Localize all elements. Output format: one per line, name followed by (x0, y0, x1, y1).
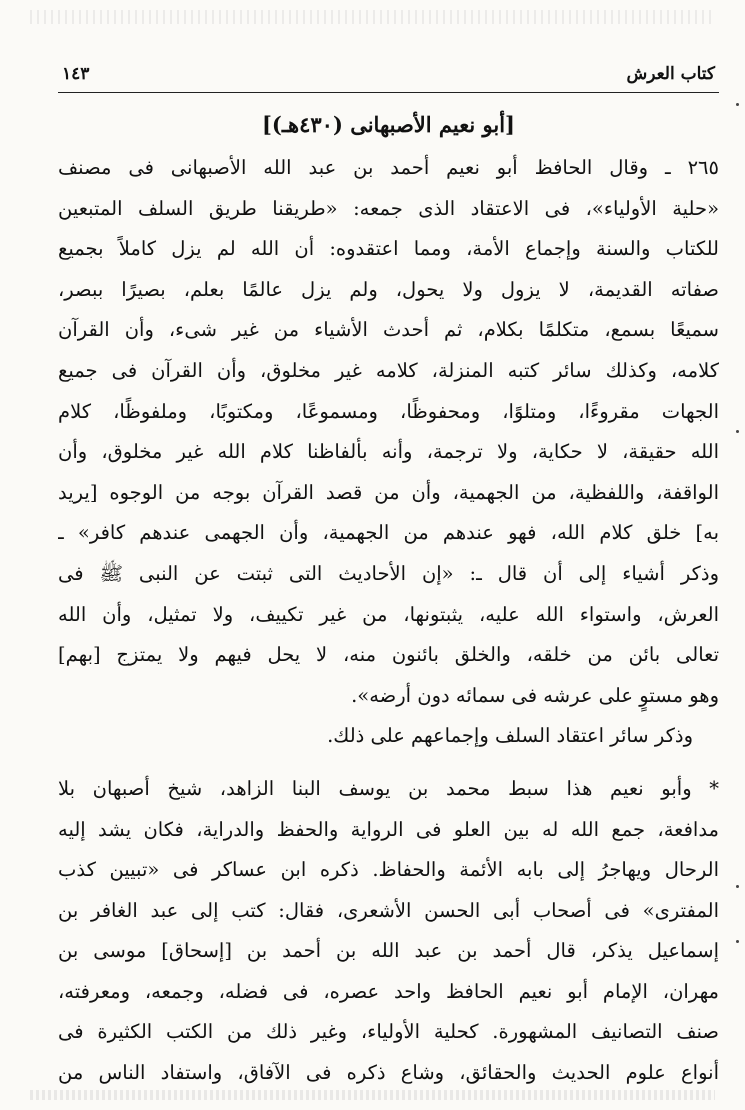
paragraph-1 (58, 148, 719, 716)
text-line: مهران، الإمام أبو نعيم الحافظ واحد عصره، فى فضله، وجمعه، ومعرفته، (58, 979, 719, 1003)
text-line: «حلية الأولياء»، فى الاعتقاد الذى جمعه: «طريقنا طريق السلف المتبعين (58, 196, 719, 220)
text-line: الله حقيقة، لا حكاية، ولا ترجمة، وأنه بألفاظنا كلام الله غير مخلوق، وأن (58, 440, 719, 464)
text-body (58, 148, 719, 1094)
text-line: إسماعيل يذكر، قال أحمد بن عبد الله بن أحمد بن [إسحاق] موسى بن (58, 939, 719, 963)
text-line: الرحال ويهاجرُ إلى بابه الأئمة والحفاظ. ذكره ابن عساكر فى «تبيين كذب (58, 858, 719, 882)
text-line: مدافعة، جمع الله له بين العلو فى الرواية والحفظ والدراية، فكان يشد إليه (58, 817, 719, 841)
page-number: ١٤٣ (62, 64, 90, 84)
running-head (62, 58, 715, 88)
paragraph-2 (58, 716, 719, 757)
text-line: الجهات مقروءًا، ومتلوًا، ومحفوظًا، ومسموعًا، ومكتوبًا، وملفوظًا، كلام (58, 399, 719, 423)
margin-mark (736, 940, 739, 943)
text-line: للكتاب والسنة وإجماع الأمة، ومما اعتقدوه: أن الله لم يزل كاملاً بجميع (58, 237, 719, 261)
text-line: وذكر أشياء إلى أن قال ـ: «إن الأحاديث التى ثبتت عن النبى ﷺ فى (58, 561, 719, 585)
text-line: الواقفة، واللفظية، من الجهمية، وأن من قصد القرآن بوجه من الوجوه [يريد (58, 480, 719, 504)
text-line: ٢٦٥ ـ وقال الحافظ أبو نعيم أحمد بن عبد الله الأصبهانى فى مصنف (58, 156, 719, 179)
text-line: وهو مستوٍ على عرشه فى سمائه دون أرضه». (351, 683, 719, 707)
text-line: به] خلق كلام الله، فهو عندهم من الجهمية، وأن الجهمى عندهم كافر» ـ (58, 521, 719, 545)
text-line: أنواع علوم الحديث والحقائق، وشاع ذكره فى الآفاق، واستفاد الناس من (58, 1061, 719, 1085)
text-line: المفترى» فى أصحاب أبى الحسن الأشعرى، فقال: كتب إلى عبد الغافر بن (58, 898, 719, 922)
margin-mark (736, 103, 739, 106)
text-line: صفاته القديمة، لا يزول ولا يحول، ولم يزل عالمًا بعلم، بصيرًا ببصر، (58, 277, 719, 301)
paragraph-gap (58, 757, 719, 769)
scan-noise-top (30, 10, 715, 24)
text-line: العرش، واستواء الله عليه، يثبتونها، من غير تكييف، ولا تمثيل، وأن الله (58, 602, 719, 626)
book-title: كتاب العرش (626, 64, 715, 84)
section-title: [أبو نعيم الأصبهانى (٤٣٠هـ)] (262, 112, 515, 137)
text-line: صنف التصانيف المشهورة. كحلية الأولياء، وغير ذلك من الكتب الكثيرة فى (58, 1020, 719, 1044)
scan-noise-bottom (30, 1090, 715, 1100)
margin-mark (736, 430, 739, 433)
paragraph-3 (58, 769, 719, 1094)
text-line: سميعًا بسمع، متكلمًا بكلام، ثم أحدث الأشياء من غير شىء، وأن القرآن (58, 318, 719, 342)
header-rule (58, 92, 719, 93)
text-line: * وأبو نعيم هذا سبط محمد بن يوسف البنا الزاهد، شيخ أصبهان بلا (58, 776, 719, 800)
text-line: وذكر سائر اعتقاد السلف وإجماعهم على ذلك. (327, 724, 693, 748)
text-line: كلامه، وكذلك سائر كتبه المنزلة، كلامه غير مخلوق، وأن القرآن فى جميع (58, 358, 719, 382)
margin-mark (736, 885, 739, 888)
text-line: تعالى بائن من خلقه، والخلق بائنون منه، لا يحل فيهم ولا يمتزج [بهم] (58, 643, 719, 667)
